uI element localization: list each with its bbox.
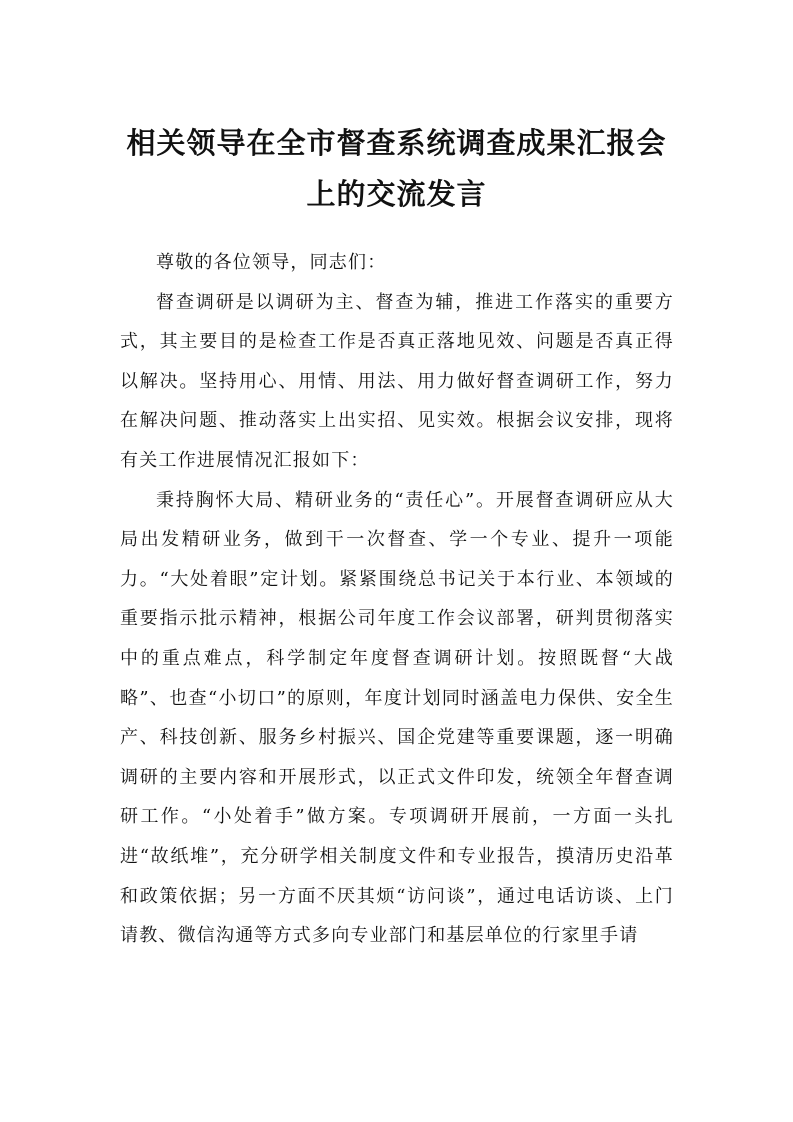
intro-paragraph: 督查调研是以调研为主、督查为辅，推进工作落实的重要方式，其主要目的是检查工作是否真正落地见效、问题是否真正得以解决。坚持用心、用情、用法、用力做好督查调研工作，努力在解决问题、推动落实上出实招、见实效。根据会议安排，现将有关工作进展情况汇报如下： bbox=[120, 291, 674, 471]
document-body bbox=[120, 243, 674, 956]
salutation-paragraph: 尊敬的各位领导，同志们： bbox=[156, 252, 387, 273]
responsibility-paragraph: 秉持胸怀大局、精研业务的“责任心”。开展督查调研应从大局出发精研业务，做到干一次督查、学一个专业、提升一项能力。“大处着眼”定计划。紧紧围绕总书记关于本行业、本领域的重要指示批示精神，根据公司年度工作会议部署，研判贯彻落实中的重点难点，科学制定年度督查调研计划。按照既督“大战略”、也查“小切口”的原则，年度计划同时涵盖电力保供、安全生产、科技创新、服务乡村振兴、国企党建等重要课题，逐一明确调研的主要内容和开展形式，以正式文件印发，统领全年督查调研工作。“小处着手”做方案。专项调研开展前，一方面一头扎进“故纸堆”，充分研学相关制度文件和专业报告，摸清历史沿革和政策依据；另一方面不厌其烦“访问谈”，通过电话访谈、上门请教、微信沟通等方式多向专业部门和基层单位的行家里手请 bbox=[120, 489, 674, 947]
document-title: 相关领导在全市督查系统调查成果汇报会上的交流发言 bbox=[126, 126, 667, 211]
